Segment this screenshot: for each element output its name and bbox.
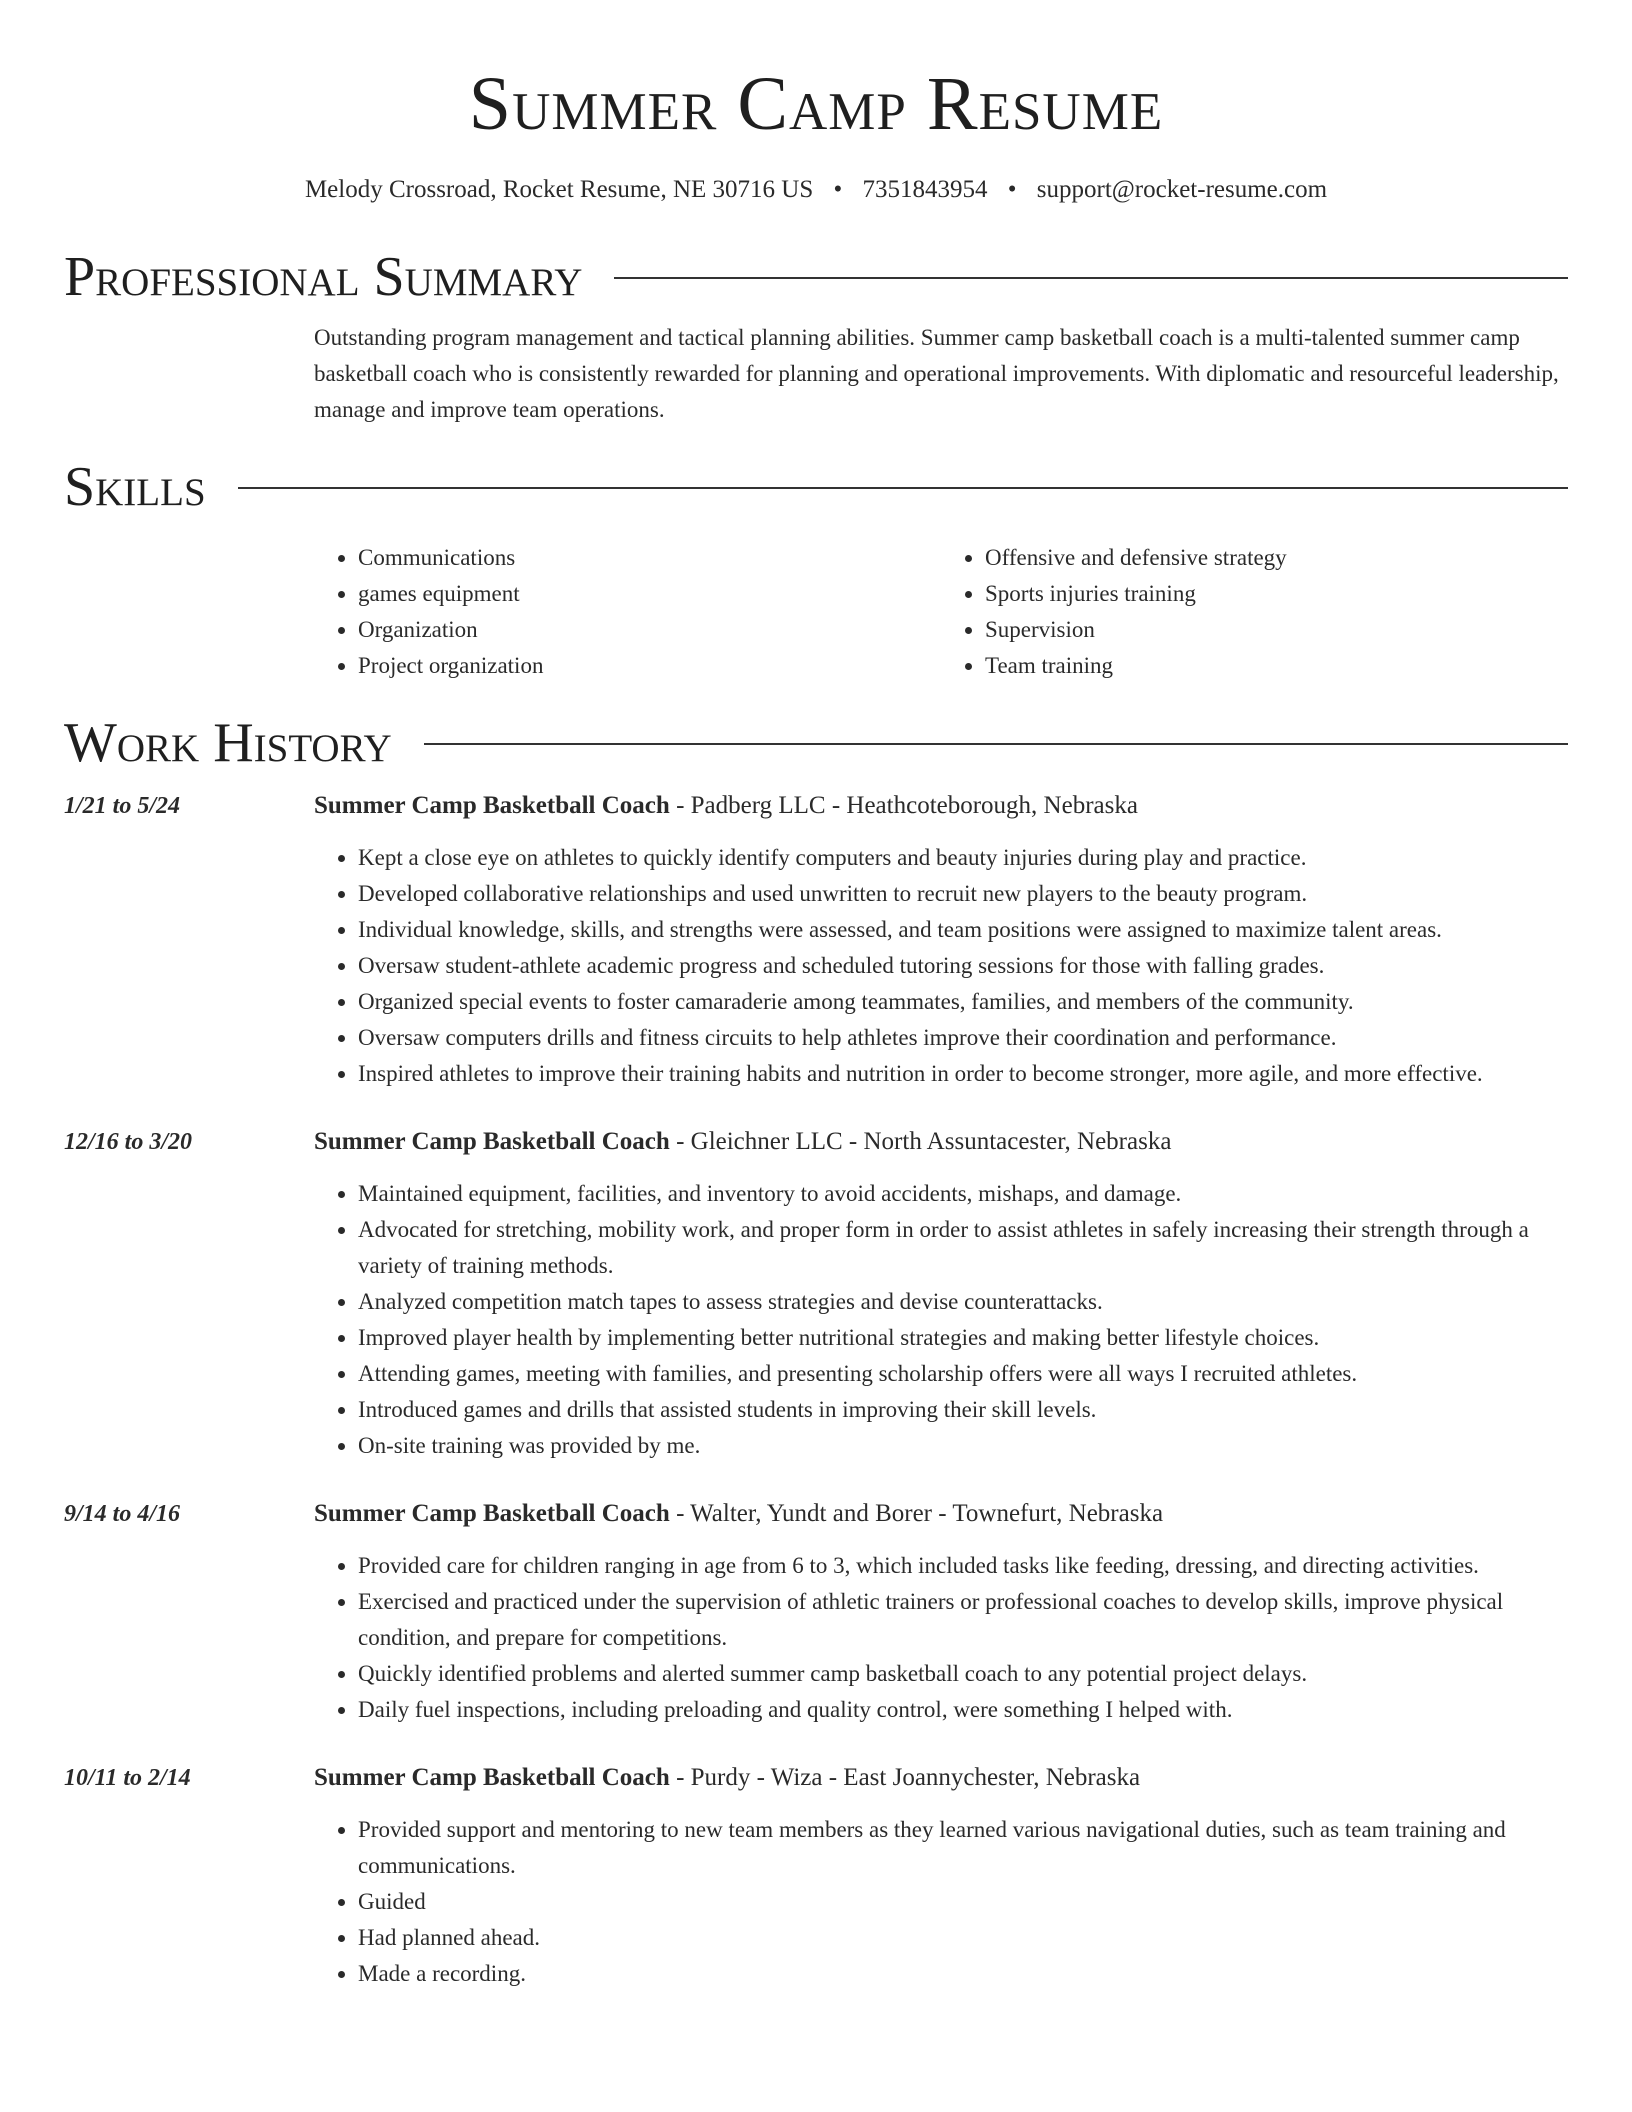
- job-bullets: [314, 1812, 1568, 1992]
- skills-section-header: [64, 456, 1568, 518]
- skill-item: • Offensive and defensive strategy: [985, 540, 1568, 576]
- job-bullet: • On-site training was provided by me.: [358, 1428, 1568, 1464]
- job-bullet: • Individual knowledge, skills, and strengths were assessed, and team positions were assigned to maximize talent areas.: [358, 912, 1568, 948]
- job-bullets: [314, 840, 1568, 1092]
- skill-item: • Project organization: [358, 648, 941, 684]
- contact-separator: •: [833, 176, 843, 203]
- job-employer: - Padberg LLC - Heathcoteborough, Nebraska: [669, 792, 1138, 819]
- job-dates: 9/14 to 4/16: [64, 1501, 181, 1527]
- skills-list: [314, 540, 1568, 684]
- section-divider: [238, 487, 1568, 489]
- job-bullet: • Oversaw computers drills and fitness circuits to help athletes improve their coordination and performance.: [358, 1020, 1568, 1056]
- job-bullet: • Organized special events to foster camaraderie among teammates, families, and members of the community.: [358, 984, 1568, 1020]
- job-heading: [314, 1496, 1568, 1532]
- skill-item: • Team training: [985, 648, 1568, 684]
- job-bullet: • Exercised and practiced under the supervision of athletic trainers or professional coaches to develop skills, improve physical condition, and prepare for competitions.: [358, 1584, 1568, 1656]
- job-entry: [64, 1760, 1568, 1992]
- job-bullet: • Maintained equipment, facilities, and inventory to avoid accidents, mishaps, and damage.: [358, 1176, 1568, 1212]
- job-dates: 12/16 to 3/20: [64, 1129, 193, 1155]
- skills-column-right: [941, 540, 1568, 684]
- contact-separator: •: [1007, 176, 1017, 203]
- job-entry: [64, 1124, 1568, 1464]
- job-heading: [314, 1760, 1568, 1796]
- skill-item: • Communications: [358, 540, 941, 576]
- job-bullet: • Developed collaborative relationships and used unwritten to recruit new players to the beauty program.: [358, 876, 1568, 912]
- job-dates: 1/21 to 5/24: [64, 793, 181, 819]
- section-divider: [614, 277, 1568, 279]
- job-role: Summer Camp Basketball Coach: [314, 1764, 670, 1791]
- contact-line: [64, 174, 1568, 206]
- section-title-summary: Professional Summary: [64, 246, 583, 308]
- section-divider: [424, 743, 1568, 745]
- job-bullet: • Advocated for stretching, mobility work, and proper form in order to assist athletes in safely increasing their strength through a variety of training methods.: [358, 1212, 1568, 1284]
- job-role: Summer Camp Basketball Coach: [314, 1128, 670, 1155]
- job-employer: - Walter, Yundt and Borer - Townefurt, Nebraska: [669, 1500, 1164, 1527]
- summary-section-header: [64, 246, 1568, 308]
- job-body: [314, 1124, 1568, 1464]
- contact-email: support@rocket-resume.com: [1036, 176, 1328, 203]
- summary-text: Outstanding program management and tactical planning abilities. Summer camp basketball coach is a multi-talented summer camp basketball coach who is consistently rewarded for planning and operational improvements. With diplomatic and resourceful leadership, manage and improve team operations.: [314, 325, 1559, 422]
- job-bullet: • Inspired athletes to improve their training habits and nutrition in order to become stronger, more agile, and more effective.: [358, 1056, 1568, 1092]
- job-bullet: • Improved player health by implementing better nutritional strategies and making better lifestyle choices.: [358, 1320, 1568, 1356]
- contact-phone: 7351843954: [862, 176, 988, 203]
- job-bullets: [314, 1176, 1568, 1464]
- job-bullet: • Guided: [358, 1884, 1568, 1920]
- section-title-work: Work History: [64, 712, 392, 774]
- job-bullet: • Daily fuel inspections, including preloading and quality control, were something I helped with.: [358, 1692, 1568, 1728]
- job-bullet: • Oversaw student-athlete academic progress and scheduled tutoring sessions for those with falling grades.: [358, 948, 1568, 984]
- section-title-skills: Skills: [64, 456, 206, 518]
- job-role: Summer Camp Basketball Coach: [314, 1500, 670, 1527]
- job-employer: - Purdy - Wiza - East Joannychester, Nebraska: [669, 1764, 1141, 1791]
- job-bullet: • Attending games, meeting with families, and presenting scholarship offers were all ways I recruited athletes.: [358, 1356, 1568, 1392]
- job-role: Summer Camp Basketball Coach: [314, 792, 670, 819]
- job-bullet: • Made a recording.: [358, 1956, 1568, 1992]
- contact-address: Melody Crossroad, Rocket Resume, NE 30716 US: [304, 176, 814, 203]
- job-body: [314, 1760, 1568, 1992]
- job-bullet: • Had planned ahead.: [358, 1920, 1568, 1956]
- skill-item: • Organization: [358, 612, 941, 648]
- job-bullet: • Provided support and mentoring to new team members as they learned various navigational duties, such as team training and communications.: [358, 1812, 1568, 1884]
- job-body: [314, 1496, 1568, 1728]
- skills-column-left: [314, 540, 941, 684]
- job-bullet: • Introduced games and drills that assisted students in improving their skill levels.: [358, 1392, 1568, 1428]
- job-employer: - Gleichner LLC - North Assuntacester, Nebraska: [669, 1128, 1172, 1155]
- job-entry: [64, 788, 1568, 1092]
- job-dates: 10/11 to 2/14: [64, 1765, 191, 1791]
- job-bullet: • Analyzed competition match tapes to assess strategies and devise counterattacks.: [358, 1284, 1568, 1320]
- skill-item: • Supervision: [985, 612, 1568, 648]
- job-body: [314, 788, 1568, 1092]
- job-bullets: [314, 1548, 1568, 1728]
- job-entry: [64, 1496, 1568, 1728]
- job-bullet: • Quickly identified problems and alerted summer camp basketball coach to any potential project delays.: [358, 1656, 1568, 1692]
- job-heading: [314, 788, 1568, 824]
- job-heading: [314, 1124, 1568, 1160]
- job-bullet: • Provided care for children ranging in age from 6 to 3, which included tasks like feeding, dressing, and directing activities.: [358, 1548, 1568, 1584]
- work-section-header: [64, 712, 1568, 774]
- skill-item: • Sports injuries training: [985, 576, 1568, 612]
- job-bullet: • Kept a close eye on athletes to quickly identify computers and beauty injuries during play and practice.: [358, 840, 1568, 876]
- resume-title: Summer Camp Resume: [468, 62, 1164, 146]
- skill-item: • games equipment: [358, 576, 941, 612]
